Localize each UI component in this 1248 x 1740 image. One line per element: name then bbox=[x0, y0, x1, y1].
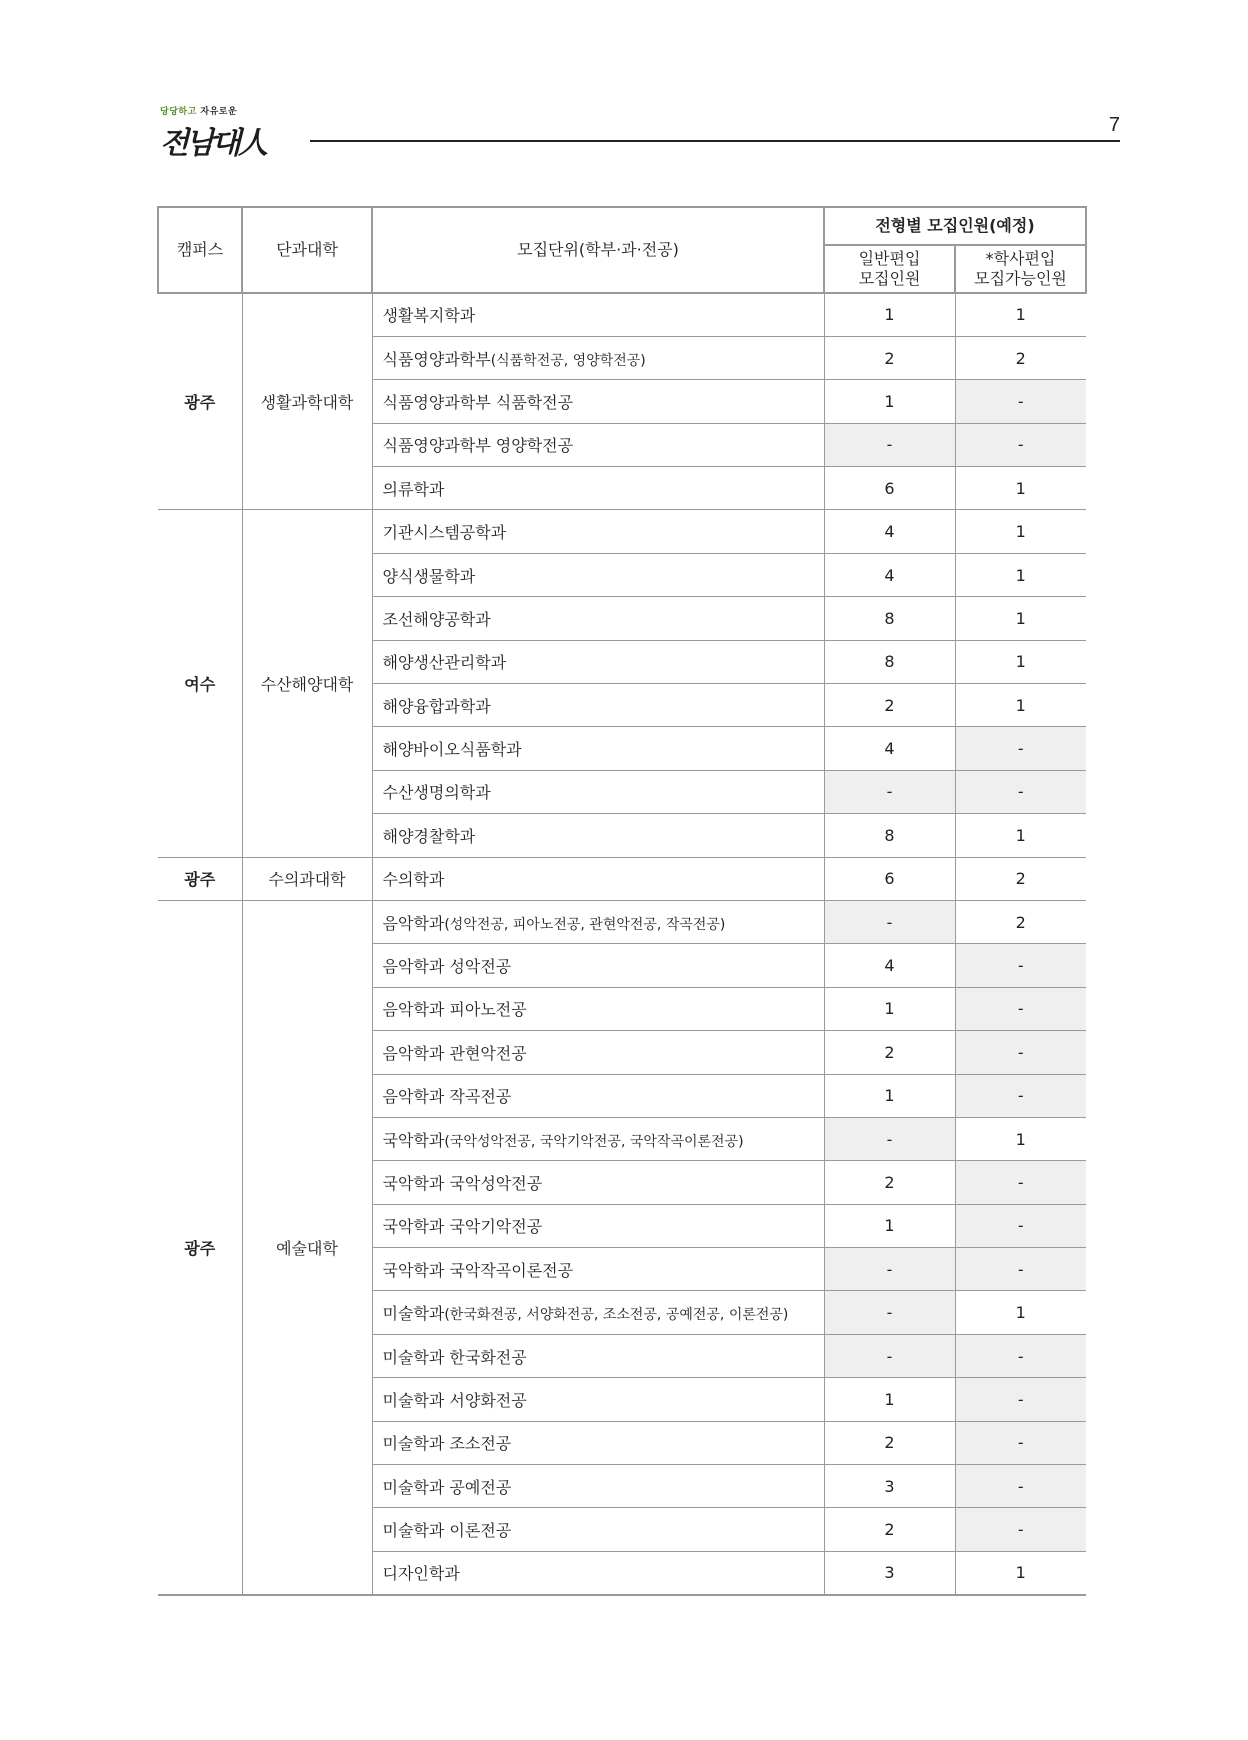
unit-name: 해양바이오식품학과 bbox=[382, 740, 522, 760]
general-count-cell: - bbox=[824, 1248, 955, 1291]
unit-cell bbox=[372, 336, 824, 379]
unit-name: 미술학과 이론전공 bbox=[382, 1521, 512, 1541]
bachelor-count-cell: - bbox=[955, 727, 1086, 770]
general-count-cell: - bbox=[824, 900, 955, 943]
unit-name: 국악학과 국악작곡이론전공 bbox=[382, 1260, 574, 1280]
table-header bbox=[158, 207, 1086, 293]
general-count-cell: 2 bbox=[824, 1031, 955, 1074]
general-count-cell: - bbox=[824, 1291, 955, 1334]
unit-cell bbox=[372, 597, 824, 640]
unit-cell bbox=[372, 814, 824, 857]
table-body bbox=[158, 293, 1086, 1595]
general-count-cell: 1 bbox=[824, 1074, 955, 1117]
general-count-cell: - bbox=[824, 423, 955, 466]
bachelor-count-cell: - bbox=[955, 770, 1086, 813]
unit-cell bbox=[372, 987, 824, 1030]
bachelor-count-cell: 1 bbox=[955, 293, 1086, 336]
campus-cell: 광주 bbox=[158, 857, 242, 900]
unit-cell bbox=[372, 1465, 824, 1508]
unit-name: 기관시스템공학과 bbox=[382, 523, 507, 543]
bachelor-count-cell: 1 bbox=[955, 640, 1086, 683]
general-count-cell: 2 bbox=[824, 336, 955, 379]
bachelor-count-cell: 1 bbox=[955, 1117, 1086, 1160]
general-count-cell: 4 bbox=[824, 553, 955, 596]
unit-name: 해양경찰학과 bbox=[382, 826, 476, 846]
unit-name: 국악학과 국악기악전공 bbox=[382, 1217, 543, 1237]
unit-cell bbox=[372, 423, 824, 466]
table-row bbox=[158, 900, 1086, 943]
header-college: 단과대학 bbox=[242, 207, 372, 293]
bachelor-count-cell: - bbox=[955, 1508, 1086, 1551]
bachelor-count-cell: 2 bbox=[955, 857, 1086, 900]
bachelor-count-cell: 1 bbox=[955, 814, 1086, 857]
general-count-cell: 3 bbox=[824, 1551, 955, 1594]
unit-cell bbox=[372, 1421, 824, 1464]
campus-cell: 광주 bbox=[158, 900, 242, 1594]
unit-name: 음악학과 작곡전공 bbox=[382, 1087, 512, 1107]
bachelor-count-cell: - bbox=[955, 1204, 1086, 1247]
unit-name: 해양생산관리학과 bbox=[382, 653, 507, 673]
header-rule bbox=[310, 140, 1120, 142]
general-count-cell: 1 bbox=[824, 380, 955, 423]
table-row bbox=[158, 293, 1086, 336]
bachelor-count-cell: - bbox=[955, 380, 1086, 423]
general-count-cell: 4 bbox=[824, 510, 955, 553]
header-group: 전형별 모집인원(예정) bbox=[824, 207, 1086, 245]
unit-name: 음악학과 bbox=[382, 913, 445, 933]
bachelor-count-cell: - bbox=[955, 944, 1086, 987]
bachelor-count-cell: 1 bbox=[955, 510, 1086, 553]
general-count-cell: 4 bbox=[824, 727, 955, 770]
bachelor-count-cell: 1 bbox=[955, 1551, 1086, 1594]
unit-name: 음악학과 성악전공 bbox=[382, 957, 512, 977]
unit-name: 미술학과 한국화전공 bbox=[382, 1347, 527, 1367]
unit-cell bbox=[372, 1291, 824, 1334]
header-general-line1: 일반편입 bbox=[858, 249, 921, 268]
general-count-cell: 4 bbox=[824, 944, 955, 987]
recruitment-table bbox=[157, 206, 1087, 1596]
unit-cell bbox=[372, 1508, 824, 1551]
campus-cell: 광주 bbox=[158, 293, 242, 510]
bachelor-count-cell: - bbox=[955, 1421, 1086, 1464]
unit-majors: (국악성악전공, 국악기악전공, 국악작곡이론전공) bbox=[444, 1133, 744, 1150]
general-count-cell: 2 bbox=[824, 1161, 955, 1204]
bachelor-count-cell: 2 bbox=[955, 336, 1086, 379]
header-bachelor-line2: 모집가능인원 bbox=[974, 269, 1067, 288]
general-count-cell: - bbox=[824, 770, 955, 813]
header-unit: 모집단위(학부·과·전공) bbox=[372, 207, 824, 293]
bachelor-count-cell: - bbox=[955, 987, 1086, 1030]
general-count-cell: 6 bbox=[824, 467, 955, 510]
bachelor-count-cell: 1 bbox=[955, 1291, 1086, 1334]
college-cell: 생활과학대학 bbox=[242, 293, 372, 510]
unit-cell bbox=[372, 467, 824, 510]
bachelor-count-cell: 2 bbox=[955, 900, 1086, 943]
unit-name: 국악학과 bbox=[382, 1130, 445, 1150]
unit-cell bbox=[372, 1074, 824, 1117]
college-cell: 수산해양대학 bbox=[242, 510, 372, 857]
general-count-cell: 8 bbox=[824, 640, 955, 683]
unit-cell bbox=[372, 770, 824, 813]
general-count-cell: 6 bbox=[824, 857, 955, 900]
general-count-cell: 1 bbox=[824, 987, 955, 1030]
bachelor-count-cell: 1 bbox=[955, 553, 1086, 596]
bachelor-count-cell: - bbox=[955, 1031, 1086, 1074]
unit-name: 의류학과 bbox=[382, 479, 445, 499]
logo-tagline bbox=[160, 104, 237, 117]
unit-name: 식품영양과학부 식품학전공 bbox=[382, 392, 574, 412]
general-count-cell: 8 bbox=[824, 814, 955, 857]
unit-cell bbox=[372, 727, 824, 770]
unit-name: 생활복지학과 bbox=[382, 306, 476, 326]
unit-name: 디자인학과 bbox=[382, 1564, 460, 1584]
bachelor-count-cell: - bbox=[955, 1074, 1086, 1117]
bachelor-count-cell: - bbox=[955, 1248, 1086, 1291]
header-campus: 캠퍼스 bbox=[158, 207, 242, 293]
logo-tagline-part2: 자유로운 bbox=[200, 107, 238, 117]
general-count-cell: 8 bbox=[824, 597, 955, 640]
unit-name: 미술학과 bbox=[382, 1304, 445, 1324]
unit-name: 미술학과 서양화전공 bbox=[382, 1390, 527, 1410]
table-row bbox=[158, 857, 1086, 900]
unit-cell bbox=[372, 553, 824, 596]
unit-cell bbox=[372, 1248, 824, 1291]
college-cell: 수의과대학 bbox=[242, 857, 372, 900]
general-count-cell: 2 bbox=[824, 1508, 955, 1551]
general-count-cell: 2 bbox=[824, 684, 955, 727]
unit-name: 미술학과 조소전공 bbox=[382, 1434, 512, 1454]
bachelor-count-cell: - bbox=[955, 1465, 1086, 1508]
bachelor-count-cell: - bbox=[955, 423, 1086, 466]
unit-majors: (한국화전공, 서양화전공, 조소전공, 공예전공, 이론전공) bbox=[444, 1307, 789, 1324]
general-count-cell: 1 bbox=[824, 1204, 955, 1247]
bachelor-count-cell: - bbox=[955, 1334, 1086, 1377]
unit-cell bbox=[372, 510, 824, 553]
page-number: 7 bbox=[1108, 114, 1120, 136]
unit-cell bbox=[372, 857, 824, 900]
unit-cell bbox=[372, 1378, 824, 1421]
logo-tagline-part1: 당당하고 bbox=[160, 107, 197, 117]
bachelor-count-cell: 1 bbox=[955, 684, 1086, 727]
unit-cell bbox=[372, 1117, 824, 1160]
unit-cell bbox=[372, 1334, 824, 1377]
campus-cell: 여수 bbox=[158, 510, 242, 857]
unit-name: 음악학과 관현악전공 bbox=[382, 1043, 527, 1063]
unit-name: 수산생명의학과 bbox=[382, 783, 491, 803]
unit-cell bbox=[372, 293, 824, 336]
unit-cell bbox=[372, 944, 824, 987]
unit-cell bbox=[372, 380, 824, 423]
unit-cell bbox=[372, 1161, 824, 1204]
unit-name: 국악학과 국악성악전공 bbox=[382, 1174, 543, 1193]
bachelor-count-cell: 1 bbox=[955, 597, 1086, 640]
header-bachelor-line1: *학사편입 bbox=[985, 249, 1056, 268]
header-general bbox=[824, 245, 955, 293]
general-count-cell: - bbox=[824, 1117, 955, 1160]
unit-name: 양식생물학과 bbox=[382, 566, 476, 586]
unit-majors: (식품학전공, 영양학전공) bbox=[490, 352, 646, 369]
general-count-cell: 2 bbox=[824, 1421, 955, 1464]
header-bachelor bbox=[955, 245, 1086, 293]
unit-name: 미술학과 공예전공 bbox=[382, 1477, 512, 1497]
unit-cell bbox=[372, 1031, 824, 1074]
unit-name: 수의학과 bbox=[382, 870, 445, 890]
unit-name: 해양융합과학과 bbox=[382, 696, 491, 716]
unit-cell bbox=[372, 900, 824, 943]
unit-name: 음악학과 피아노전공 bbox=[382, 1000, 527, 1020]
unit-cell bbox=[372, 684, 824, 727]
unit-name: 식품영양과학부 영양학전공 bbox=[382, 436, 574, 456]
general-count-cell: - bbox=[824, 1334, 955, 1377]
bachelor-count-cell: 1 bbox=[955, 467, 1086, 510]
unit-majors: (성악전공, 피아노전공, 관현악전공, 작곡전공) bbox=[444, 916, 726, 933]
general-count-cell: 1 bbox=[824, 1378, 955, 1421]
unit-cell bbox=[372, 1551, 824, 1594]
unit-name: 조선해양공학과 bbox=[382, 609, 491, 629]
university-logo bbox=[160, 104, 290, 160]
bachelor-count-cell: - bbox=[955, 1378, 1086, 1421]
college-cell: 예술대학 bbox=[242, 900, 372, 1594]
unit-cell bbox=[372, 1204, 824, 1247]
unit-cell bbox=[372, 640, 824, 683]
logo-wordmark: 전남대人 bbox=[160, 126, 265, 161]
bachelor-count-cell: - bbox=[955, 1161, 1086, 1204]
general-count-cell: 3 bbox=[824, 1465, 955, 1508]
table-row bbox=[158, 510, 1086, 553]
header-general-line2: 모집인원 bbox=[858, 269, 921, 288]
unit-name: 식품영양과학부 bbox=[382, 349, 491, 369]
general-count-cell: 1 bbox=[824, 293, 955, 336]
